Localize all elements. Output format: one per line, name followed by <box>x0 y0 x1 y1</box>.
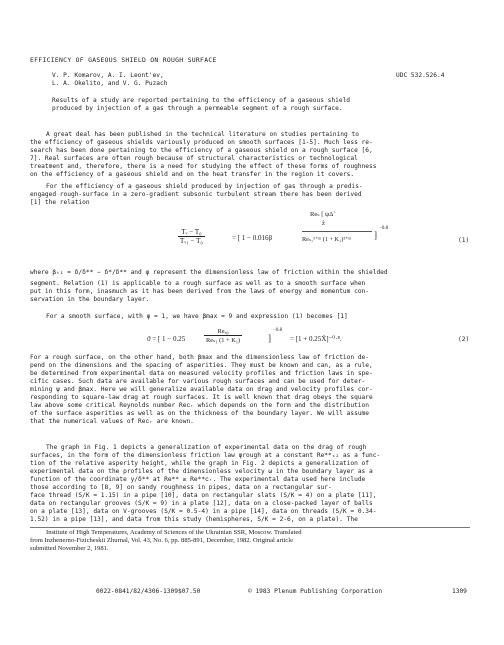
footnote-line: submitted November 2, 1981. <box>30 545 109 552</box>
text-line: cific cases. Such data are available for various rough surfaces and can be used for deter- <box>30 378 366 385</box>
text-line: function of the coordinate y/δ** at Re** ≥ Re**ᴄᵣ. The experimental data used here include <box>30 476 366 483</box>
text-line: on a plate [13], data on V-grooves (S/K = 0.5-4) in a pipe [14], data on threads (S/K = 0.34- <box>30 508 377 515</box>
authors-line-2: L. A. Okelito, and V. G. Puzach <box>52 80 168 87</box>
text-line: For the efficiency of a gaseous shield produced by injection of gas through a predis- <box>46 183 363 190</box>
eq1-lhs-denominator: Tᵥ₁ − T₀ <box>180 237 203 245</box>
text-line: segment. Relation (1) is applicable to a rough surface as well as to a smooth surface when <box>30 280 366 287</box>
footer-code: 0022-0841/82/4306-1309$07.50 <box>96 588 201 595</box>
eq1-exponent: −0.8 <box>379 226 389 231</box>
text-line: pend on the dimensions and the spacing of asperities. They must be known and can, as a rule, <box>30 362 373 369</box>
text-line: 1.52) in a pipe [13], and data from this study (hemispheres, S/K = 2-6, on a plate). The <box>30 516 358 523</box>
eq1-lhs-numerator: Tᵥ − T₀ <box>178 228 205 237</box>
text-line: that the numerical values of Reᴄᵣ are known. <box>30 418 194 425</box>
text-line: A great deal has been published in the technical literature on studies pertaining to <box>46 131 359 138</box>
text-line: law above some critical Reynolds number Reᴄᵣ which depends on the form and the distribution <box>30 402 369 409</box>
text-line: surfaces, in the form of the dimensionless friction law ψrough at a constant Re**ₛ₂ as a func- <box>30 452 381 459</box>
page-number: 1309 <box>452 588 467 595</box>
text-line: of the surface asperities as well as on the thickness of the boundary layer. We will assume <box>30 410 369 417</box>
text-line: treatment and, therefore, there is a need for studying the effect of these forms of roughness <box>30 163 377 170</box>
text-line: experimental data on the profiles of the dimensionless velocity ω in the boundary layer as a <box>30 468 373 475</box>
text-line: on the efficiency of a gaseous shield and on the heat transfer in the region it covers. <box>30 171 355 178</box>
eq1-right-numerator: ẑ <box>322 220 325 227</box>
eq2-denominator: Reₛ₁ (1 + K₁) <box>206 337 241 344</box>
eq2-rhs: = [1 + 0.25Ẍ]⁻⁰·⁸. <box>290 335 342 343</box>
eq2-fraction <box>204 328 242 344</box>
text-line: 7]. Real surfaces are often rough because of structural characteristics or technological <box>30 155 358 162</box>
eq1-right-denominator: Reₛ₁¹⁺ᵐ (1 + K₁)¹⁺ᵐ <box>302 236 352 243</box>
eq1-lhs-fraction <box>178 228 205 245</box>
text-line: face thread (S/K = 1.15) in a pipe [10], data on rectangular slats (S/K = 4) on a plate [11], <box>30 492 377 499</box>
eq1-number: (1) <box>458 237 470 244</box>
text-line: put in this form, inasmuch as it has been derived from the laws of energy and momentum con- <box>30 288 369 295</box>
text-line: For a rough surface, on the other hand, both βmax and the dimensionless law of friction de- <box>30 354 369 361</box>
footnote-line: Institute of High Temperatures, Academy of Sciences of the Ukrainian SSR, Moscow. Translated <box>46 529 302 536</box>
abstract-line-2: produced by injection of a gas through a permeable segment of a rough surface. <box>52 105 343 112</box>
paper-title: EFFICIENCY OF GASEOUS SHIELD ON ROUGH SURFACE <box>30 56 217 64</box>
text-line: where βₜ₁ = δ/δ** − δ*/δ** and ψ represent the dimensionless law of friction within the shielded <box>30 269 388 276</box>
eq1-fraction-bar <box>302 231 372 232</box>
paragraph-smooth: For a smooth surface, with ψ = 1, we have βmax = 9 and expression (1) becomes [1] <box>46 313 348 320</box>
text-line: The graph in Fig. 1 depicts a generalization of experimental data on the drag of rough <box>46 444 367 451</box>
text-line: the efficiency of gaseous shields variously produced on smooth surfaces [1-5]. Much less re- <box>30 139 373 146</box>
authors-line-1: V. P. Komarov, A. I. Leont'ev, <box>52 72 164 79</box>
text-line: those according to [8, 9] on sandy roughness in pipes, data on a rectangular sur- <box>30 484 332 491</box>
udc-code: UDC 532.526.4 <box>396 72 445 79</box>
text-line: mining ψ and βmax. Here we will generalize available data on drag and velocity profiles cor- <box>30 386 373 393</box>
eq2-number: (2) <box>458 336 470 343</box>
eq1-right-top: Reₛ [ ψΔ̃ <box>310 211 334 218</box>
text-line: search has been done pertaining to the efficiency of a gaseous shield on a rough surface [6, <box>30 147 373 154</box>
text-line: data on rectangular grooves (S/K = 9) in a plate [12], data on a close-packed layer of balls <box>30 500 373 507</box>
eq2-lhs: ϑ = [ 1 − 0.25 <box>147 335 186 343</box>
text-line: engaged rough-surface in a zero-gradient subsonic turbulent stream there has been derived <box>30 191 362 198</box>
text-line: [1] the relation <box>30 199 90 206</box>
footnote-divider <box>30 527 470 528</box>
footnote-line: from Inzhenerno-Fizicheskii Zhurnal, Vol. 43, No. 6, pp. 885-891, December, 1982. Original article <box>30 537 293 544</box>
footer-copyright: © 1983 Plenum Publishing Corporation <box>248 588 383 595</box>
eq2-exponent: −0.8 <box>273 328 283 333</box>
text-line: responding to square-law drag at rough surfaces. It is well known that drag obeys the square <box>30 394 373 401</box>
text-line: be determined from experimental data on measured velocity profiles and friction laws in spe- <box>30 370 373 377</box>
abstract-line-1: Results of a study are reported pertaining to the efficiency of a gaseous shield <box>52 97 351 104</box>
text-line: tion of the relative asperity height, while the graph in Fig. 2 depicts a generalization of <box>30 460 369 467</box>
eq2-numerator: Reₓ₀ <box>204 328 242 336</box>
text-line: servation in the boundary layer. <box>30 296 150 303</box>
eq1-middle: = [ 1 − 0.016β <box>232 234 273 242</box>
